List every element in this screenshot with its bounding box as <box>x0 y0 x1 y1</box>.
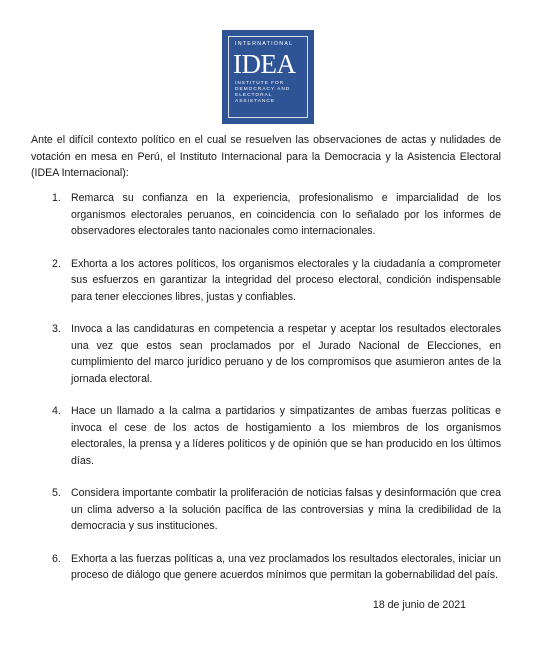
item-number: 6. <box>52 552 61 565</box>
list-item <box>31 256 501 306</box>
list-item <box>31 485 501 535</box>
logo-top-text: INTERNATIONAL <box>235 41 294 47</box>
item-number: 2. <box>52 257 61 270</box>
document-date: 18 de junio de 2021 <box>372 599 466 611</box>
list-item <box>31 403 501 469</box>
logo-sub-text: INSTITUTE FOR DEMOCRACY AND ELECTORAL ASSISTANCE <box>235 81 291 104</box>
logo-main-text: IDEA <box>233 49 296 79</box>
list-item <box>31 321 501 387</box>
item-number: 5. <box>52 487 61 499</box>
intro-paragraph: Ante el difícil contexto político en el cual se resuelven las observaciones de actas y nulidades de votación en mesa en Perú, el Instituto Internacional para la Democracia y la Asistencia Electoral (IDEA Internacional): <box>31 134 501 179</box>
list-item <box>31 190 501 240</box>
item-text: Exhorta a los actores políticos, los organismos electorales y la ciudadanía a comprometer sus esfuerzos en garantizar la integridad del proceso electoral, condición indispensable para tener elecciones libres, justas y confiables. <box>71 257 501 303</box>
item-number: 4. <box>52 405 61 417</box>
statement-list <box>31 190 501 584</box>
item-text: Invoca a las candidaturas en competencia a respetar y aceptar los resultados electorales una vez que estos sean proclamados por el Jurado Nacional de Elecciones, en cumplimiento del marco jurídico peruano y de los compromisos que asumieron antes de la jornada electoral. <box>71 323 501 385</box>
item-text: Remarca su confianza en la experiencia, profesionalismo e imparcialidad de los organismos electorales peruanos, en coincidencia con lo señalado por los informes de observadores electorales tanto nacionales como internacionales. <box>71 192 501 237</box>
idea-logo <box>222 30 314 124</box>
item-number: 3. <box>52 323 61 335</box>
list-item <box>31 551 501 584</box>
item-text: Exhorta a las fuerzas políticas a, una vez proclamados los resultados electorales, iniciar un proceso de diálogo que genere acuerdos mínimos que permitan la gobernabilidad del país. <box>71 552 501 581</box>
logo-frame <box>228 36 308 118</box>
item-number: 1. <box>52 192 61 204</box>
item-text: Hace un llamado a la calma a partidarios y simpatizantes de ambas fuerzas políticas e invoca el cese de los actos de hostigamiento a los miembros de los organismos electorales, la prensa y a líderes políticos y de opinión que se han producido en los últimos días. <box>71 405 501 467</box>
item-text: Considera importante combatir la proliferación de noticias falsas y desinformación que crea un clima adverso a la solución pacífica de las controversias y mina la credibilidad de la democracia y sus instituciones. <box>71 487 501 532</box>
